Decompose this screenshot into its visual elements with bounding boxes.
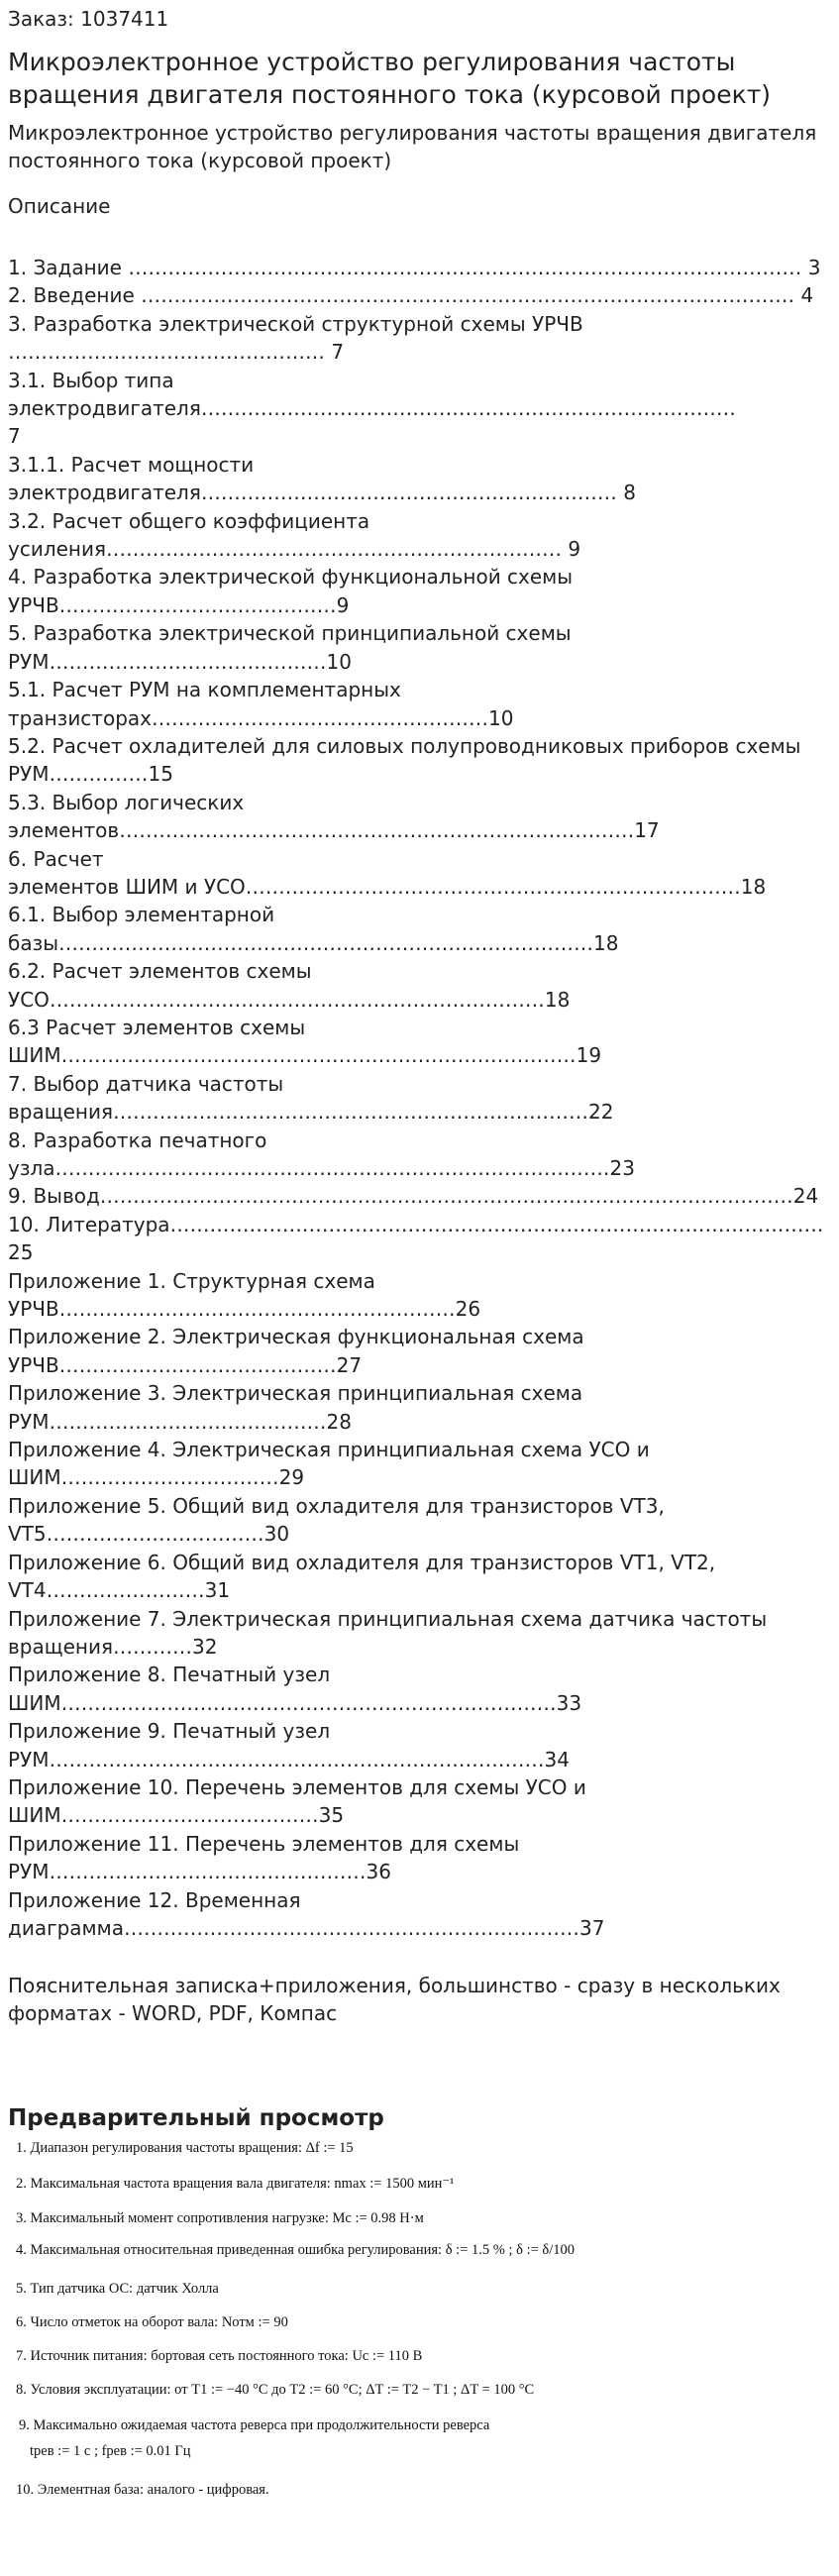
toc-line: Приложение 10. Перечень элементов для схемы УСО и	[8, 1774, 586, 1799]
toc-line: УРЧВ……………………………………27	[8, 1352, 363, 1377]
toc-line: 6. Расчет	[8, 846, 104, 871]
toc-line: ШИМ…………………………………………………………………33	[8, 1690, 582, 1715]
toc-line: 3. Разработка электрической структурной схемы УРЧВ	[8, 311, 583, 336]
toc-line: 6.2. Расчет элементов схемы	[8, 959, 312, 984]
toc-line: 7. Выбор датчика частоты	[8, 1071, 284, 1096]
toc-line: 5.1. Расчет РУМ на комплементарных	[8, 678, 401, 702]
toc-line: УСО…………………………………………………………………18	[8, 987, 571, 1012]
toc-line: Приложение 2. Электрическая функциональная схема	[8, 1325, 584, 1349]
toc-line: 4. Разработка электрической функциональной схемы	[8, 565, 574, 590]
toc-line: 3.1.1. Расчет мощности	[8, 452, 255, 477]
preview-line: 3. Максимальный момент сопротивления нагрузке: Mc := 0.98 Н·м	[16, 2210, 424, 2226]
toc-line: базы………………………………………………………………………18	[8, 930, 619, 955]
subtitle: Микроэлектронное устройство регулирования частоты вращения двигателя постоянного тока (курсовой проект)	[8, 121, 817, 172]
toc-line: 7	[8, 424, 21, 449]
toc-line: РУМ……………15	[8, 762, 173, 787]
toc-line: 10. Литература………………………………………………………………………………………25	[8, 1212, 824, 1265]
description-label: Описание	[8, 194, 111, 218]
toc-line: вращения…………32	[8, 1634, 218, 1659]
toc-line: VT5……………………………30	[8, 1522, 290, 1547]
toc-line: электродвигателя……………………………………………………… 8	[8, 481, 636, 505]
toc-line: УРЧВ……………………………………9	[8, 592, 350, 617]
preview-line: 8. Условия эксплуатации: от T1 := −40 °С до T2 := 60 °С; ΔT := T2 − T1 ; ΔT = 100 °С	[16, 2382, 535, 2398]
toc-line: РУМ……………………………………10	[8, 649, 352, 674]
toc-line: 3.1. Выбор типа электродвигателя………………………………………………………………………	[8, 368, 736, 421]
toc-line: 1. Задание ………………………………………………………………………………………… 3	[8, 256, 821, 279]
preview-line: 10. Элементная база: аналого - цифровая.	[16, 2482, 269, 2498]
toc-line: РУМ…………………………………………………………………34	[8, 1747, 570, 1771]
toc-line: РУМ…………………………………………36	[8, 1860, 391, 1884]
toc-line: ………………………………………… 7	[8, 340, 345, 365]
preview-line: 2. Максимальная частота вращения вала двигателя: nmax := 1500 мин⁻¹	[16, 2176, 455, 2192]
toc-line: Приложение 3. Электрическая принципиальная схема	[8, 1381, 583, 1406]
toc-line: Приложение 12. Временная	[8, 1887, 301, 1912]
toc-line: 5.3. Выбор логических	[8, 790, 245, 814]
toc-line: Приложение 9. Печатный узел	[8, 1719, 331, 1744]
toc-line: диаграмма……………………………………………………………37	[8, 1915, 605, 1940]
toc-line: ШИМ……………………………29	[8, 1465, 305, 1490]
preview-line: 7. Источник питания: бортовая сеть постоянного тока: Uc := 110 В	[16, 2348, 423, 2364]
toc-line: VT4……………………31	[8, 1578, 231, 1603]
order-number: Заказ: 1037411	[8, 7, 169, 31]
toc-line: 2. Введение ……………………………………………………………………………………… 4	[8, 283, 814, 308]
toc-line: 6.1. Выбор элементарной	[8, 903, 275, 927]
toc-line: Приложение 7. Электрическая принципиальная схема датчика частоты	[8, 1606, 768, 1631]
toc-line: Приложение 4. Электрическая принципиальная схема УСО и	[8, 1438, 650, 1462]
page-title: Микроэлектронное устройство регулирования частоты вращения двигателя постоянного тока (курсовой проект)	[8, 48, 772, 109]
toc-line: элементов ШИМ и УСО…………………………………………………………………18	[8, 874, 767, 899]
toc-line: вращения………………………………………………………………22	[8, 1100, 614, 1125]
preview-line: 1. Диапазон регулирования частоты вращения: Δf := 15	[16, 2140, 354, 2156]
toc-line: ШИМ……………………………………………………………………19	[8, 1043, 602, 1068]
toc-line: Приложение 6. Общий вид охладителя для транзисторов VT1, VT2,	[8, 1550, 716, 1574]
toc-line: Приложение 8. Печатный узел	[8, 1663, 331, 1687]
toc-line: УРЧВ……………………………………………………26	[8, 1297, 481, 1322]
toc-line: 5.2. Расчет охладителей для силовых полупроводниковых приборов схемы	[8, 733, 801, 758]
toc-line: элементов……………………………………………………………………17	[8, 818, 660, 843]
toc-line: 9. Вывод……………………………………………………………………………………………24	[8, 1184, 819, 1209]
toc-line: Приложение 5. Общий вид охладителя для транзисторов VT3,	[8, 1493, 665, 1518]
preview-line: 6. Число отметок на оборот вала: Nотм := 90	[16, 2314, 288, 2330]
preview-heading: Предварительный просмотр	[8, 2105, 384, 2131]
toc-line: 6.3 Расчет элементов схемы	[8, 1015, 306, 1039]
toc-line: 5. Разработка электрической принципиальной схемы	[8, 621, 572, 646]
toc-line: 8. Разработка печатного	[8, 1127, 267, 1152]
toc-line: ШИМ…………………………………35	[8, 1803, 345, 1828]
preview-line: 5. Тип датчика ОС: датчик Холла	[16, 2281, 219, 2297]
toc-line: узла…………………………………………………………………………23	[8, 1156, 635, 1180]
preview-line: 4. Максимальная относительная приведенная ошибка регулирования: δ := 1.5 % ; δ := δ/100	[16, 2242, 576, 2258]
toc-line: 3.2. Расчет общего коэффициента	[8, 508, 370, 533]
preview-line: 9. Максимально ожидаемая частота реверса при продолжительности реверса	[19, 2417, 490, 2433]
table-of-contents	[8, 254, 830, 1942]
document-page	[8, 0, 830, 2027]
toc-line: Приложение 1. Структурная схема	[8, 1268, 375, 1293]
toc-line: транзисторах……………………………………………10	[8, 705, 514, 730]
toc-line: РУМ……………………………………28	[8, 1409, 352, 1434]
preview-line: tрев := 1 с ; fрев := 0.01 Гц	[30, 2443, 191, 2459]
formats-note: Пояснительная записка+приложения, большинство - сразу в нескольких форматах - WORD, PDF, Компас	[8, 1974, 781, 2026]
toc-line: Приложение 11. Перечень элементов для схемы	[8, 1831, 520, 1856]
toc-line: усиления…………………………………………………………… 9	[8, 537, 581, 562]
